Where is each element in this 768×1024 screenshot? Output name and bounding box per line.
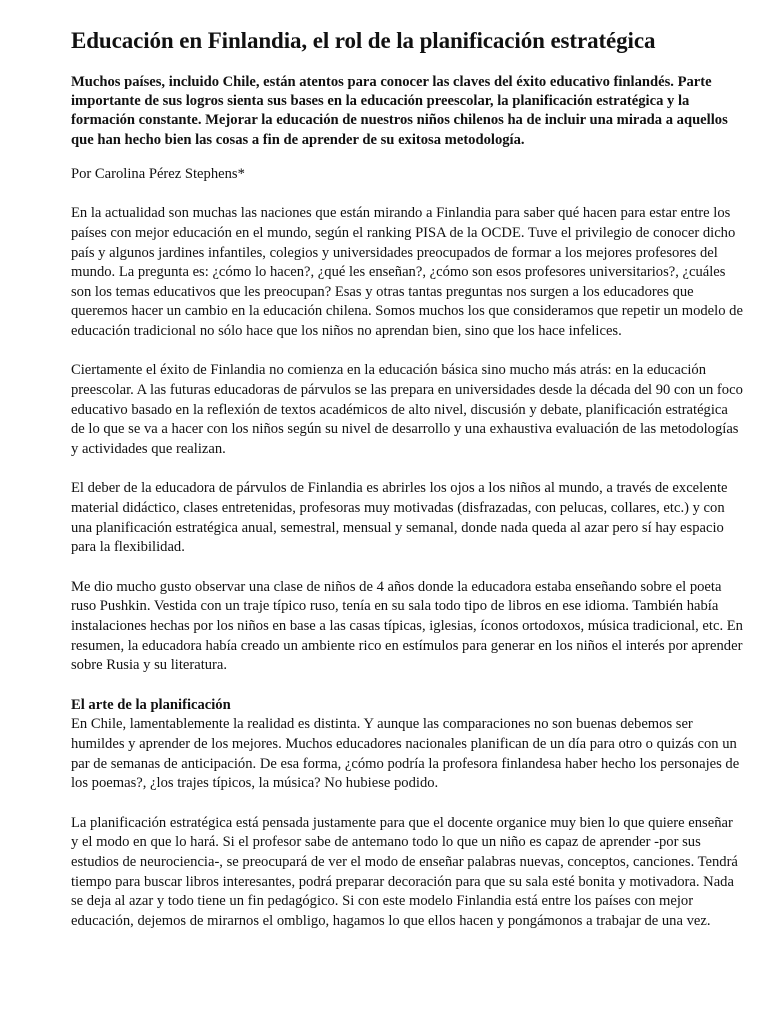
section-heading: El arte de la planificación (71, 696, 231, 713)
article-lead: Muchos países, incluido Chile, están atentos para conocer las claves del éxito educativo finlandés. Parte importante de sus logros sienta sus bases en la educación preescolar, la planificación estratégica y la formación constante. Mejorar la educación de nuestros niños chilenos ha de incluir una mirada a aquellos que han hecho bien las cosas a fin de aprender de su exitosa metodología. (71, 74, 728, 148)
article-paragraph-3: El deber de la educadora de párvulos de Finlandia es abrirles los ojos a los niños al mundo, a través de excelente material didáctico, clases entretenidas, profesoras muy motivadas (disfrazadas, con pelucas, collares, etc.) y con una planificación estratégica anual, semestral, mensual y semanal, donde nada queda al azar pero sí hay espacio para la flexibilidad. (71, 480, 728, 556)
article-paragraph-2: Ciertamente el éxito de Finlandia no comienza en la educación básica sino mucho más atrás: en la educación preescolar. A las futuras educadoras de párvulos se las prepara en universidades desde la década del 90 con un foco educativo basado en la reflexión de textos académicos de alto nivel, discusión y debate, planificación estratégica de lo que se va a hacer con los niños según su nivel de desarrollo y una exhaustiva evaluación de las metodologías y actividades que realizan. (71, 362, 743, 457)
article-paragraph-4: Me dio mucho gusto observar una clase de niños de 4 años donde la educadora estaba enseñando sobre el poeta ruso Pushkin. Vestida con un traje típico ruso, tenía en su sala todo tipo de libros en ese idioma. También había instalaciones hechas por los niños en base a las casas típicas, iglesias, íconos ortodoxos, música tradicional, etc. En resumen, la educadora había creado un ambiente rico en estímulos para generar en los niños el interés por aprender sobre Rusia y su literatura. (71, 578, 743, 674)
section-paragraph-2: La planificación estratégica está pensada justamente para que el docente organice muy bien lo que quiere enseñar y el modo en que lo hará. Si el profesor sabe de antemano todo lo que un niño es capaz de aprender -por sus estudios de neurociencia-, se preocupará de ver el modo de enseñar palabras nuevas, conceptos, canciones. Tendrá tiempo para buscar libros interesantes, podrá preparar decoración para que su sala esté bonita y motivadora. Nada se deja al azar y todo tiene un fin pedagógico. Si con este modelo Finlandia está entre los países con mejor educación, dejemos de mirarnos el ombligo, hagamos lo que ellos hacen y pongámonos a trabajar de una vez. (71, 814, 738, 929)
article-byline: Por Carolina Pérez Stephens* (71, 165, 245, 182)
section-paragraph-1: En Chile, lamentablemente la realidad es distinta. Y aunque las comparaciones no son buenas debemos ser humildes y aprender de los mejores. Muchos educadores nacionales planifican de un día para otro o quizás con un par de semanas de anticipación. De esa forma, ¿cómo podría la profesora finlandesa haber hecho los personajes de los poemas?, ¿los trajes típicos, la música? No hubiese podido. (71, 716, 740, 792)
article-paragraph-1: En la actualidad son muchas las naciones que están mirando a Finlandia para saber qué hacen para estar entre los países con mejor educación en el mundo, según el ranking PISA de la OCDE. Tuve el privilegio de conocer dicho país y algunos jardines infantiles, colegios y universidades preocupados de formar a los mejores profesores del mundo. La pregunta es: ¿cómo lo hacen?, ¿qué les enseñan?, ¿cómo son esos profesores universitarios?, ¿cuáles son los temas educativos que les preocupan? Esas y otras tantas preguntas nos surgen a los educadores que queremos hacer un cambio en la educación chilena. Somos muchos los que consideramos que repetir un modelo de educación tradicional no sólo hace que los niños no aprendan bien, sino que los hace infelices. (71, 205, 743, 339)
article (71, 26, 743, 951)
article-title: Educación en Finlandia, el rol de la planificación estratégica (71, 28, 656, 53)
